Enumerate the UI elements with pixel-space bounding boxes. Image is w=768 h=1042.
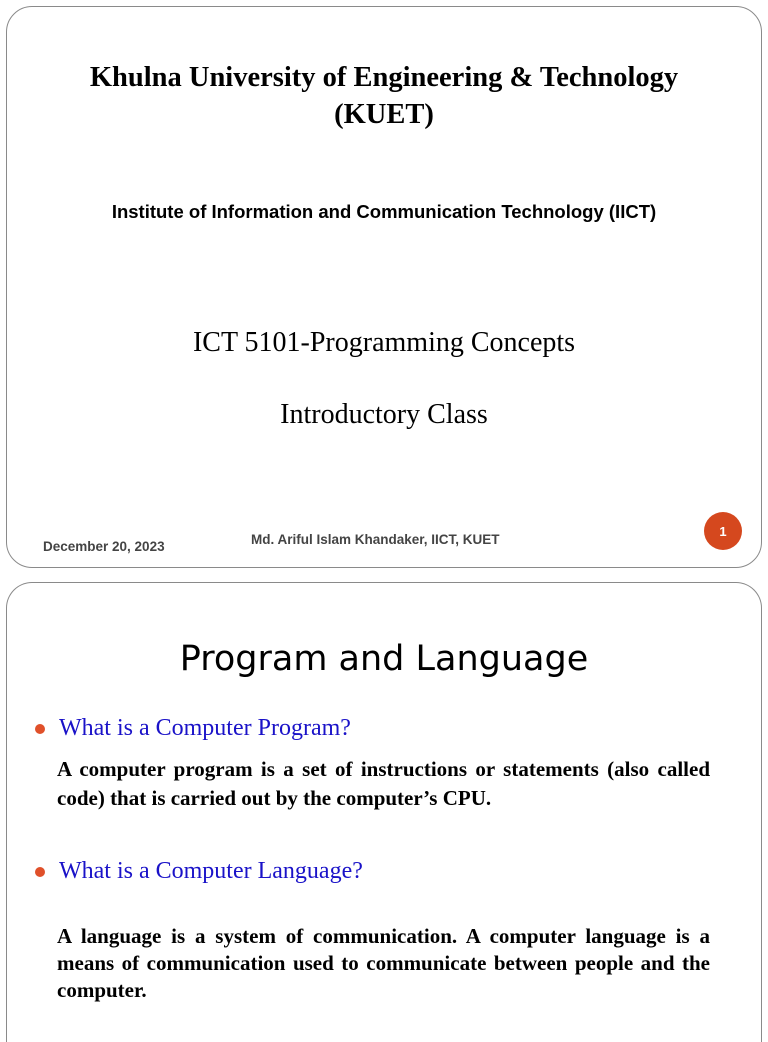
university-name: Khulna University of Engineering & Technology (89, 62, 679, 93)
answer-paragraph: A computer program is a set of instructions or statements (also called code) that is carried out by the computer’s CPU. (57, 757, 710, 810)
question-text: What is a Computer Program? (59, 715, 351, 741)
page-number-badge: 1 (704, 512, 742, 550)
institute-title: Institute of Information and Communication Technology (IICT) (111, 201, 657, 222)
university-title (7, 59, 761, 133)
class-title: Introductory Class (280, 399, 488, 430)
footer-author: Md. Ariful Islam Khandaker, IICT, KUET (251, 532, 500, 547)
slide-title: Program and Language (179, 639, 589, 679)
bullet-question (35, 858, 363, 885)
slide-1 (6, 6, 762, 568)
answer-paragraph: A language is a system of communication. A computer language is a means of communication used to communicate between people and the computer. (57, 924, 710, 1002)
bullet-question (35, 715, 351, 742)
footer-date: December 20, 2023 (43, 539, 165, 554)
slide-2 (6, 582, 762, 1042)
course-title: ICT 5101-Programming Concepts (192, 327, 576, 358)
bullet-dot-icon (35, 724, 45, 734)
university-abbreviation: (KUET) (334, 99, 434, 130)
question-text: What is a Computer Language? (59, 858, 363, 884)
bullet-dot-icon (35, 867, 45, 877)
